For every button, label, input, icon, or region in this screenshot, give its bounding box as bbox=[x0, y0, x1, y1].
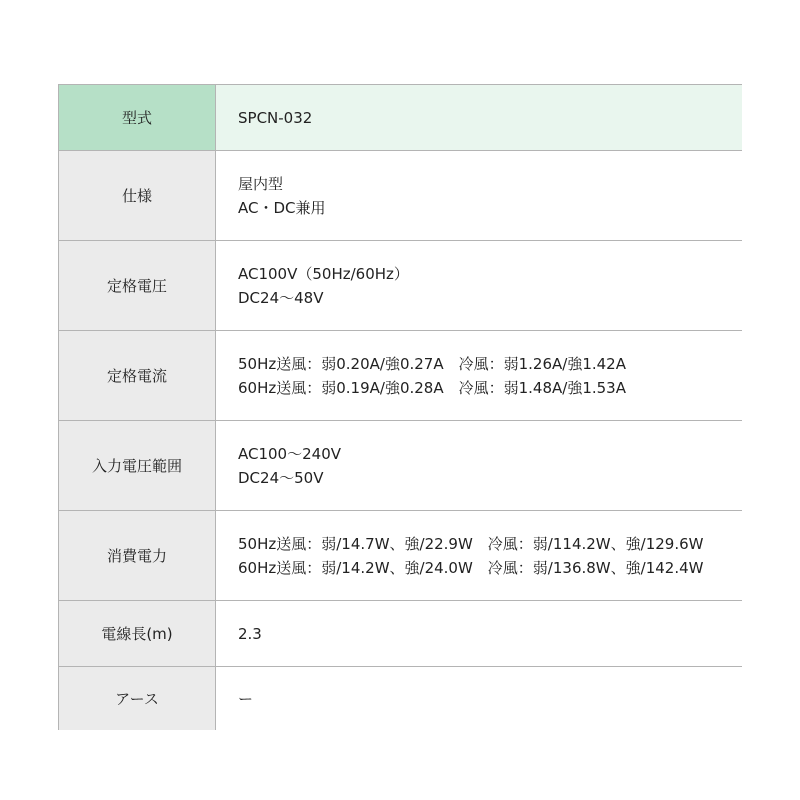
spec-row-specification bbox=[59, 151, 742, 241]
spec-row-power-consumption bbox=[59, 511, 742, 601]
spec-value-cord-length bbox=[216, 601, 742, 667]
spec-value-power-consumption bbox=[216, 511, 742, 601]
spec-value-line: AC・DC兼用 bbox=[238, 198, 326, 217]
spec-row-ground bbox=[59, 667, 742, 731]
spec-label-cord-length: 電線長(m) bbox=[59, 601, 216, 667]
spec-value-line: 屋内型 bbox=[238, 174, 284, 193]
spec-value-line: AC100～240V bbox=[238, 444, 341, 463]
spec-label-input-voltage-range: 入力電圧範囲 bbox=[59, 421, 216, 511]
spec-row-model bbox=[59, 85, 742, 151]
spec-value-rated-voltage bbox=[216, 241, 742, 331]
spec-row-cord-length bbox=[59, 601, 742, 667]
spec-value-line: 60Hz送風：弱/14.2W、強/24.0W 冷風：弱/136.8W、強/142.4W bbox=[238, 558, 704, 577]
spec-value-rated-current bbox=[216, 331, 742, 421]
spec-value-input-voltage-range bbox=[216, 421, 742, 511]
spec-table bbox=[58, 84, 742, 730]
spec-label-model: 型式 bbox=[59, 85, 216, 151]
spec-value-line: ー bbox=[238, 689, 254, 708]
spec-label-specification: 仕様 bbox=[59, 151, 216, 241]
spec-value-line: DC24～48V bbox=[238, 288, 324, 307]
spec-value-line: 50Hz送風：弱/14.7W、強/22.9W 冷風：弱/114.2W、強/129.6W bbox=[238, 534, 704, 553]
spec-value-model bbox=[216, 85, 742, 151]
spec-value-line: AC100V（50Hz/60Hz） bbox=[238, 264, 409, 283]
spec-label-rated-current: 定格電流 bbox=[59, 331, 216, 421]
spec-value-ground bbox=[216, 667, 742, 731]
spec-label-ground: アース bbox=[59, 667, 216, 731]
spec-value-line: DC24～50V bbox=[238, 468, 324, 487]
spec-label-power-consumption: 消費電力 bbox=[59, 511, 216, 601]
spec-value-line: 2.3 bbox=[238, 624, 262, 643]
spec-value-line: 60Hz送風：弱0.19A/強0.28A 冷風：弱1.48A/強1.53A bbox=[238, 378, 626, 397]
spec-label-rated-voltage: 定格電圧 bbox=[59, 241, 216, 331]
spec-value-specification bbox=[216, 151, 742, 241]
spec-row-rated-current bbox=[59, 331, 742, 421]
spec-value-line: SPCN-032 bbox=[238, 108, 313, 127]
spec-row-rated-voltage bbox=[59, 241, 742, 331]
spec-value-line: 50Hz送風：弱0.20A/強0.27A 冷風：弱1.26A/強1.42A bbox=[238, 354, 626, 373]
spec-row-input-voltage-range bbox=[59, 421, 742, 511]
